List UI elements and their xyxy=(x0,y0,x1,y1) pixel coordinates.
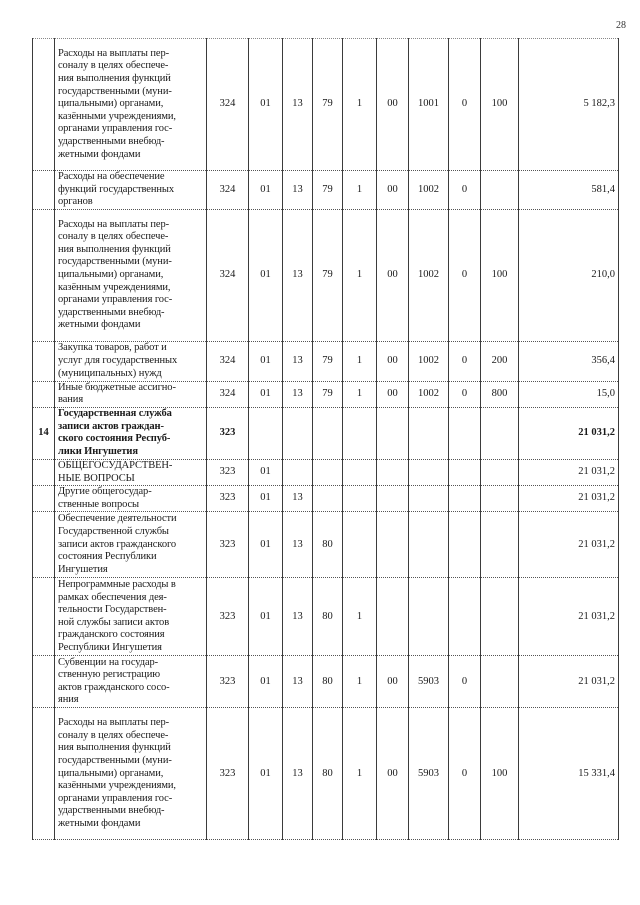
item-name: Расходы на выплаты пер- соналу в целях обеспече- ния выполнения функций государственными (муни- ципальными) органами, казённым учреждениями, органами управления гос- ударственными внебюд- жетными фондами xyxy=(55,209,207,341)
table-row xyxy=(33,512,619,578)
budget-table xyxy=(32,38,619,840)
code-cs-extra: 0 xyxy=(449,341,481,381)
code-ved: 323 xyxy=(207,459,249,485)
code-pr: 13 xyxy=(283,708,313,840)
code-vr: 200 xyxy=(481,341,519,381)
code-cs-direction xyxy=(409,407,449,459)
code-pr xyxy=(283,407,313,459)
code-vr xyxy=(481,486,519,512)
code-cs-program: 79 xyxy=(313,381,343,407)
code-cs-program xyxy=(313,486,343,512)
code-cs-program: 80 xyxy=(313,656,343,708)
code-cs-program xyxy=(313,459,343,485)
code-pr: 13 xyxy=(283,39,313,171)
code-cs-event xyxy=(377,578,409,656)
amount: 21 031,2 xyxy=(519,578,619,656)
code-cs-program: 80 xyxy=(313,578,343,656)
code-rz: 01 xyxy=(249,381,283,407)
code-cs-subprogram xyxy=(343,459,377,485)
amount: 5 182,3 xyxy=(519,39,619,171)
code-cs-direction xyxy=(409,512,449,578)
row-number: 14 xyxy=(33,407,55,459)
code-cs-subprogram: 1 xyxy=(343,578,377,656)
code-cs-direction: 5903 xyxy=(409,656,449,708)
code-cs-extra: 0 xyxy=(449,209,481,341)
code-vr xyxy=(481,512,519,578)
code-cs-extra xyxy=(449,407,481,459)
code-cs-event xyxy=(377,486,409,512)
item-name: ОБЩЕГОСУДАРСТВЕН- НЫЕ ВОПРОСЫ xyxy=(55,459,207,485)
row-number xyxy=(33,486,55,512)
table-row xyxy=(33,381,619,407)
code-pr: 13 xyxy=(283,656,313,708)
code-vr: 800 xyxy=(481,381,519,407)
code-cs-event xyxy=(377,407,409,459)
code-pr: 13 xyxy=(283,171,313,210)
item-name: Закупка товаров, работ и услуг для государственных (муниципальных) нужд xyxy=(55,341,207,381)
code-vr: 100 xyxy=(481,209,519,341)
amount: 581,4 xyxy=(519,171,619,210)
amount: 15,0 xyxy=(519,381,619,407)
code-rz: 01 xyxy=(249,708,283,840)
code-cs-subprogram xyxy=(343,486,377,512)
code-cs-event: 00 xyxy=(377,656,409,708)
code-vr xyxy=(481,578,519,656)
amount: 21 031,2 xyxy=(519,656,619,708)
table-row xyxy=(33,341,619,381)
code-pr: 13 xyxy=(283,381,313,407)
code-cs-event: 00 xyxy=(377,381,409,407)
amount: 21 031,2 xyxy=(519,459,619,485)
item-name: Иные бюджетные ассигно- вания xyxy=(55,381,207,407)
row-number xyxy=(33,39,55,171)
code-ved: 323 xyxy=(207,512,249,578)
code-rz: 01 xyxy=(249,578,283,656)
code-ved: 324 xyxy=(207,341,249,381)
code-cs-event: 00 xyxy=(377,171,409,210)
code-cs-subprogram: 1 xyxy=(343,171,377,210)
table-row xyxy=(33,708,619,840)
code-rz: 01 xyxy=(249,39,283,171)
row-number xyxy=(33,656,55,708)
code-ved: 323 xyxy=(207,486,249,512)
code-cs-subprogram: 1 xyxy=(343,341,377,381)
code-pr xyxy=(283,459,313,485)
code-cs-subprogram xyxy=(343,407,377,459)
table-row xyxy=(33,578,619,656)
code-ved: 324 xyxy=(207,209,249,341)
code-vr: 100 xyxy=(481,39,519,171)
code-rz: 01 xyxy=(249,209,283,341)
table-row xyxy=(33,171,619,210)
code-cs-direction: 1002 xyxy=(409,209,449,341)
code-cs-extra xyxy=(449,459,481,485)
code-vr xyxy=(481,407,519,459)
code-pr: 13 xyxy=(283,512,313,578)
row-number xyxy=(33,341,55,381)
amount: 21 031,2 xyxy=(519,486,619,512)
code-rz: 01 xyxy=(249,486,283,512)
code-cs-program: 80 xyxy=(313,512,343,578)
code-rz: 01 xyxy=(249,171,283,210)
code-cs-program: 79 xyxy=(313,171,343,210)
item-name: Непрограммные расходы в рамках обеспечения дея- тельности Государствен- ной службы записи актов гражданского состояния Республики Ингушетия xyxy=(55,578,207,656)
code-cs-direction: 1001 xyxy=(409,39,449,171)
code-cs-extra: 0 xyxy=(449,656,481,708)
code-vr xyxy=(481,656,519,708)
code-rz xyxy=(249,407,283,459)
code-pr: 13 xyxy=(283,341,313,381)
row-number xyxy=(33,708,55,840)
page-number: 28 xyxy=(616,20,626,31)
amount: 21 031,2 xyxy=(519,512,619,578)
code-cs-program: 79 xyxy=(313,209,343,341)
code-cs-event: 00 xyxy=(377,341,409,381)
item-name: Другие общегосудар- ственные вопросы xyxy=(55,486,207,512)
item-name: Расходы на обеспечение функций государственных органов xyxy=(55,171,207,210)
code-vr: 100 xyxy=(481,708,519,840)
code-cs-direction: 1002 xyxy=(409,171,449,210)
code-cs-extra: 0 xyxy=(449,708,481,840)
code-cs-direction: 1002 xyxy=(409,381,449,407)
item-name: Расходы на выплаты пер- соналу в целях обеспече- ния выполнения функций государственными (муни- ципальными) органами, казёнными учреждениями, органами управления гос- ударственными внебюд- жетными фондами xyxy=(55,39,207,171)
table-row xyxy=(33,486,619,512)
code-cs-extra xyxy=(449,486,481,512)
code-cs-extra: 0 xyxy=(449,39,481,171)
table-row xyxy=(33,209,619,341)
row-number xyxy=(33,459,55,485)
item-name: Субвенции на государ- ственную регистрацию актов гражданского сосо- яния xyxy=(55,656,207,708)
code-cs-direction xyxy=(409,578,449,656)
code-cs-program: 79 xyxy=(313,341,343,381)
code-ved: 324 xyxy=(207,171,249,210)
code-cs-extra xyxy=(449,512,481,578)
code-cs-event: 00 xyxy=(377,708,409,840)
code-ved: 324 xyxy=(207,381,249,407)
code-cs-extra xyxy=(449,578,481,656)
amount: 356,4 xyxy=(519,341,619,381)
code-cs-program xyxy=(313,407,343,459)
table-row xyxy=(33,39,619,171)
code-vr xyxy=(481,171,519,210)
code-cs-subprogram: 1 xyxy=(343,656,377,708)
code-ved: 323 xyxy=(207,656,249,708)
table-row xyxy=(33,656,619,708)
code-cs-subprogram: 1 xyxy=(343,708,377,840)
code-cs-direction: 1002 xyxy=(409,341,449,381)
item-name: Обеспечение деятельности Государственной службы записи актов гражданского состояния Республики Ингушетия xyxy=(55,512,207,578)
code-ved: 324 xyxy=(207,39,249,171)
code-cs-event: 00 xyxy=(377,209,409,341)
row-number xyxy=(33,512,55,578)
code-cs-program: 79 xyxy=(313,39,343,171)
code-cs-event xyxy=(377,512,409,578)
code-rz: 01 xyxy=(249,341,283,381)
code-cs-event: 00 xyxy=(377,39,409,171)
amount: 21 031,2 xyxy=(519,407,619,459)
code-cs-direction xyxy=(409,459,449,485)
code-rz: 01 xyxy=(249,656,283,708)
row-number xyxy=(33,381,55,407)
code-cs-subprogram xyxy=(343,512,377,578)
code-pr: 13 xyxy=(283,486,313,512)
code-cs-subprogram: 1 xyxy=(343,39,377,171)
table-row xyxy=(33,407,619,459)
item-name: Государственная служба записи актов граждан- ского состояния Респуб- лики Ингушетия xyxy=(55,407,207,459)
code-cs-subprogram: 1 xyxy=(343,209,377,341)
code-pr: 13 xyxy=(283,578,313,656)
table-body xyxy=(33,39,619,840)
amount: 210,0 xyxy=(519,209,619,341)
code-cs-event xyxy=(377,459,409,485)
code-ved: 323 xyxy=(207,407,249,459)
code-cs-program: 80 xyxy=(313,708,343,840)
code-cs-extra: 0 xyxy=(449,171,481,210)
code-ved: 323 xyxy=(207,578,249,656)
row-number xyxy=(33,171,55,210)
amount: 15 331,4 xyxy=(519,708,619,840)
code-rz: 01 xyxy=(249,459,283,485)
code-cs-extra: 0 xyxy=(449,381,481,407)
row-number xyxy=(33,209,55,341)
item-name: Расходы на выплаты пер- соналу в целях обеспече- ния выполнения функций государственными (муни- ципальными) органами, казёнными учреждениями, органами управления гос- ударственными внебюд- жетными фондами xyxy=(55,708,207,840)
table-row xyxy=(33,459,619,485)
code-cs-direction xyxy=(409,486,449,512)
code-cs-subprogram: 1 xyxy=(343,381,377,407)
code-ved: 323 xyxy=(207,708,249,840)
code-rz: 01 xyxy=(249,512,283,578)
code-pr: 13 xyxy=(283,209,313,341)
row-number xyxy=(33,578,55,656)
code-cs-direction: 5903 xyxy=(409,708,449,840)
code-vr xyxy=(481,459,519,485)
